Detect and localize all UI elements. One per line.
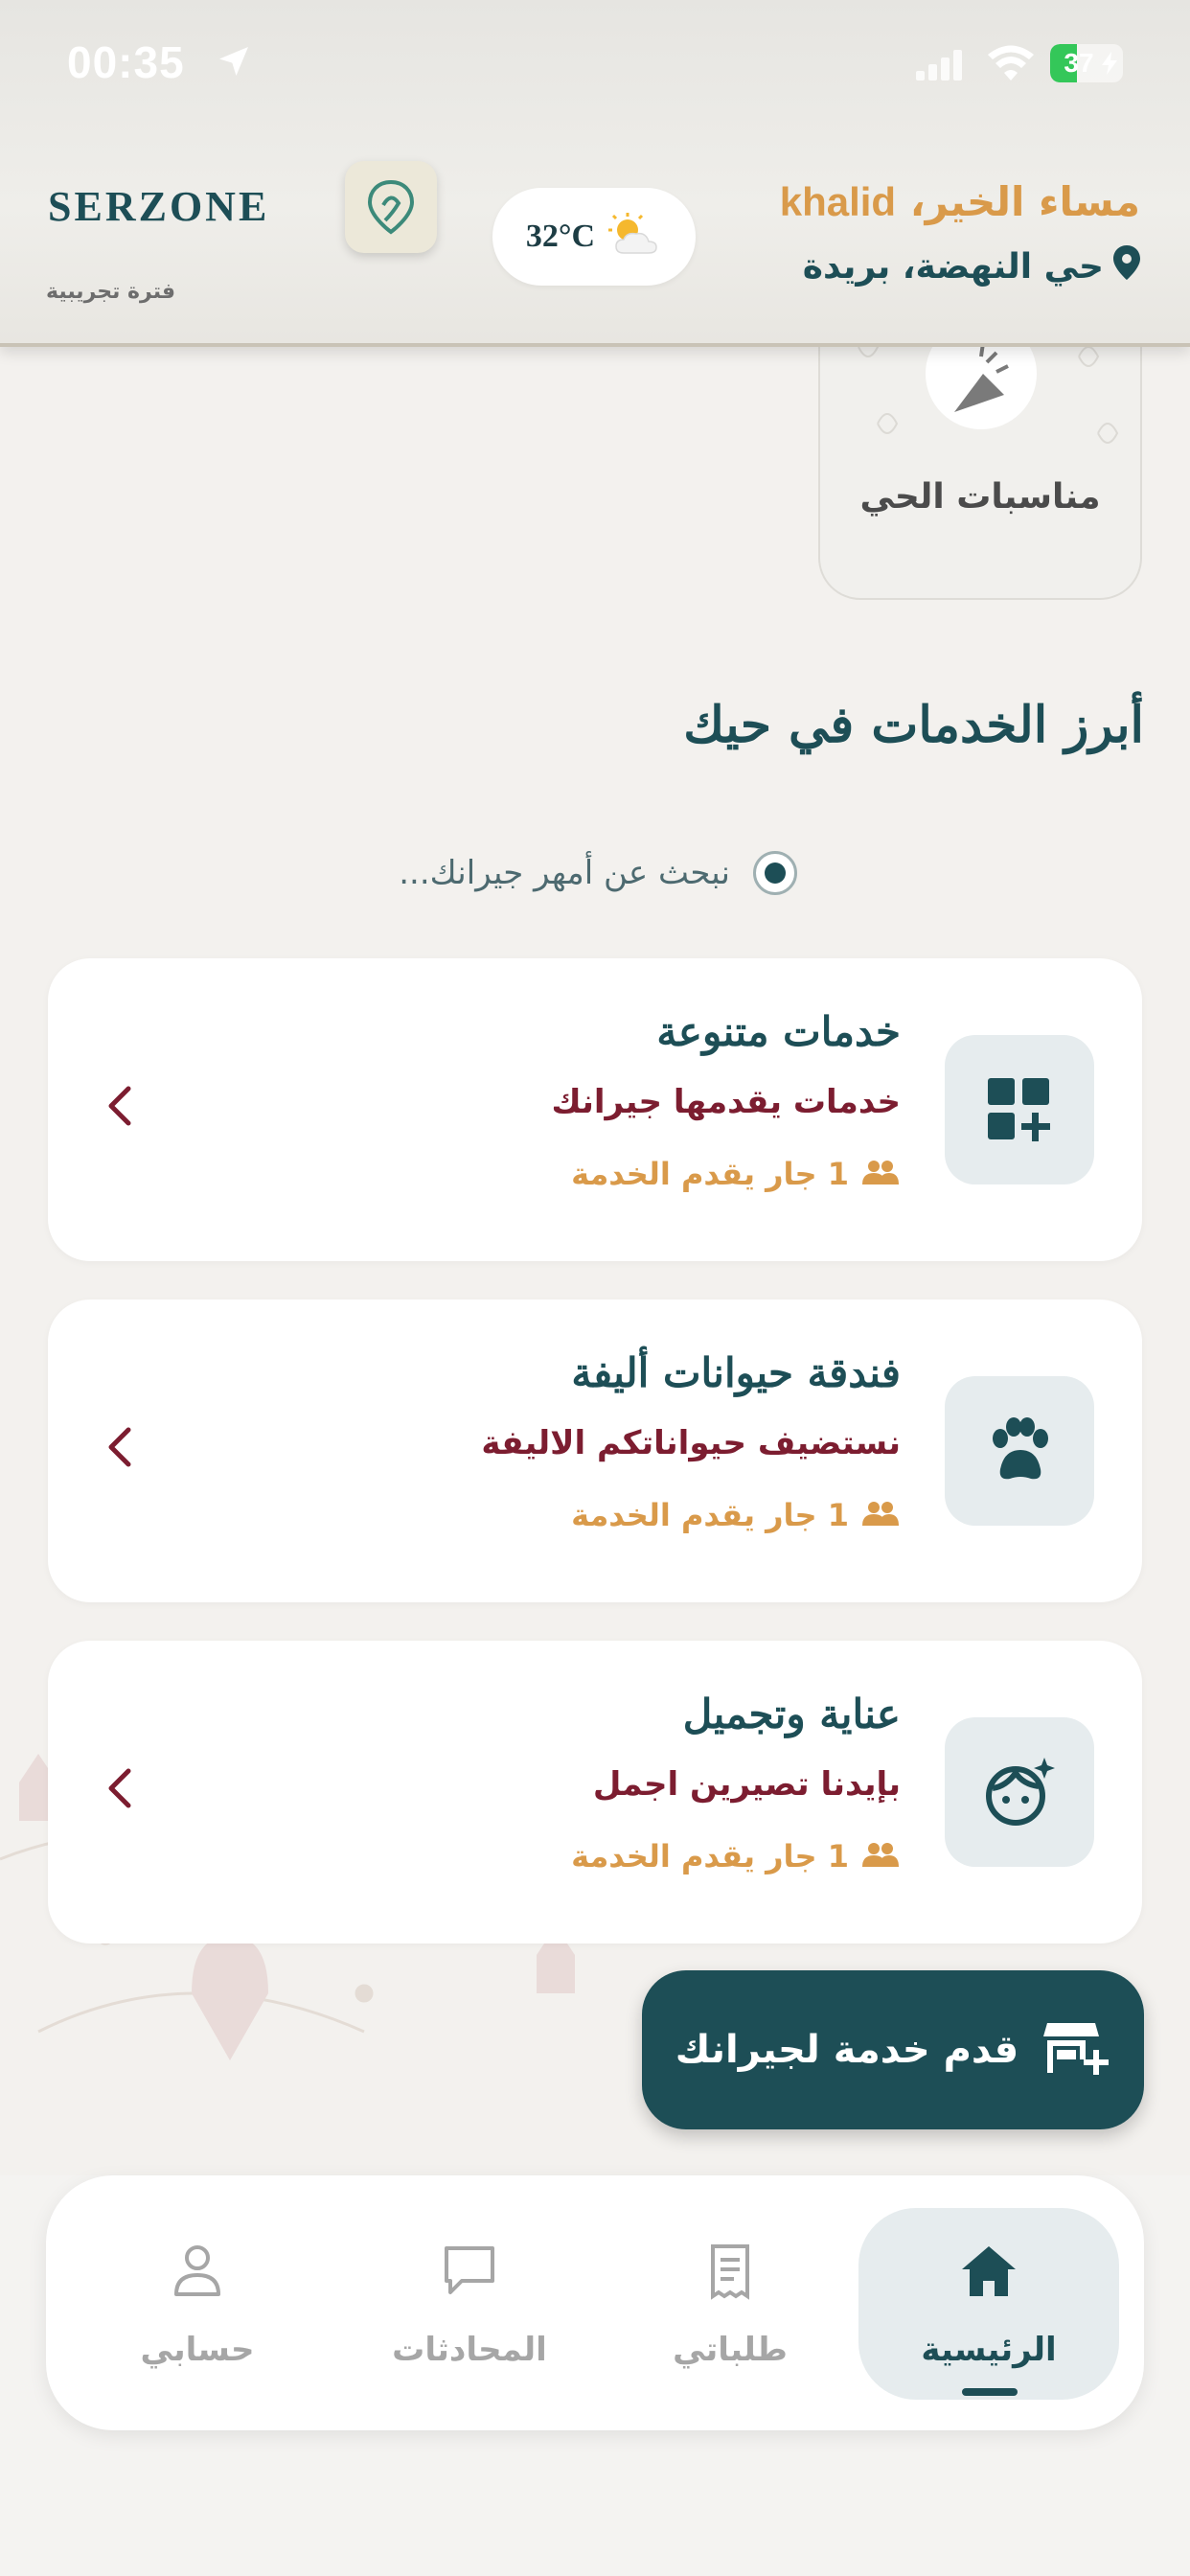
greeting-prefix: مساء الخير، [896,178,1140,225]
service-card-various[interactable] [48,958,1142,1261]
home-icon [858,2242,1119,2310]
chevron-left-icon[interactable] [102,1765,136,1815]
charging-bolt-icon [1102,52,1117,79]
temperature: 32°C [525,218,596,254]
people-icon [860,1838,901,1874]
battery-level: 37 [1064,48,1094,78]
event-card-label: مناسبات الحي [859,477,1101,517]
bottom-navigation [46,2175,1144,2430]
store-plus-icon [1043,2019,1110,2081]
current-location[interactable] [803,245,1140,288]
cellular-signal-icon [916,50,966,84]
chat-icon [339,2242,600,2310]
status-bar [0,0,1190,125]
nav-item-chats[interactable] [339,2208,600,2400]
people-icon [860,1156,901,1192]
service-subtitle: خدمات يقدمها جيرانك [551,1083,901,1121]
face-sparkle-icon [983,1756,1056,1828]
nav-item-home[interactable] [858,2208,1119,2400]
map-pin-logo-icon [364,178,418,236]
partly-sunny-icon [605,211,662,263]
wifi-icon [987,44,1035,86]
provider-count [571,1156,901,1192]
service-icon-box [945,1717,1094,1867]
location-arrow-icon [215,42,253,84]
section-title: أبرز الخدمات في حيك [683,696,1144,754]
provider-count [571,1838,901,1874]
receipt-icon [600,2242,860,2310]
active-indicator [962,2388,1018,2396]
brand-logo-text: SERZONE [48,183,270,230]
service-card-pet-hotel[interactable] [48,1300,1142,1602]
provider-count-text: 1 جار يقدم الخدمة [571,1156,849,1192]
location-text: حي النهضة، بريدة [802,247,1104,287]
searching-indicator [399,851,797,895]
person-icon [67,2242,328,2310]
greeting-text [780,178,1140,225]
nav-label-account: حسابي [140,2331,255,2369]
app-logo-button[interactable] [345,161,437,253]
location-pin-icon [1113,245,1140,288]
battery-indicator [1050,44,1123,82]
people-icon [860,1497,901,1533]
nav-item-orders[interactable] [600,2208,860,2400]
user-name: khalid [779,179,897,224]
trial-label: فترة تجريبية [46,280,176,304]
paw-icon [985,1417,1054,1484]
chevron-left-icon[interactable] [102,1083,136,1133]
app-header [0,0,1190,347]
service-title: خدمات متنوعة [656,1008,901,1055]
provider-count-text: 1 جار يقدم الخدمة [571,1838,849,1874]
nav-label-orders: طلباتي [673,2331,788,2369]
searching-text: نبحث عن أمهر جيرانك... [399,854,730,892]
chevron-left-icon[interactable] [102,1424,136,1474]
offer-service-label: قدم خدمة لجيرانك [675,2028,1019,2072]
nav-label-chats: المحادثات [392,2331,547,2369]
offer-service-button[interactable] [642,1970,1144,2129]
service-icon-box [945,1376,1094,1526]
service-card-beauty-care[interactable] [48,1641,1142,1944]
searching-radio [753,851,797,895]
provider-count-text: 1 جار يقدم الخدمة [571,1497,849,1533]
provider-count [571,1497,901,1533]
service-icon-box [945,1035,1094,1184]
status-time: 00:35 [67,37,185,87]
service-title: عناية وتجميل [682,1690,901,1737]
service-subtitle: بإيدنا تصيرين اجمل [592,1765,901,1804]
service-title: فندقة حيوانات أليفة [571,1349,901,1396]
grid-plus-icon [986,1076,1053,1143]
service-subtitle: نستضيف حيواناتكم الاليفة [481,1424,901,1462]
nav-label-home: الرئيسية [921,2331,1057,2369]
nav-item-account[interactable] [67,2208,328,2400]
weather-widget[interactable] [492,188,696,286]
